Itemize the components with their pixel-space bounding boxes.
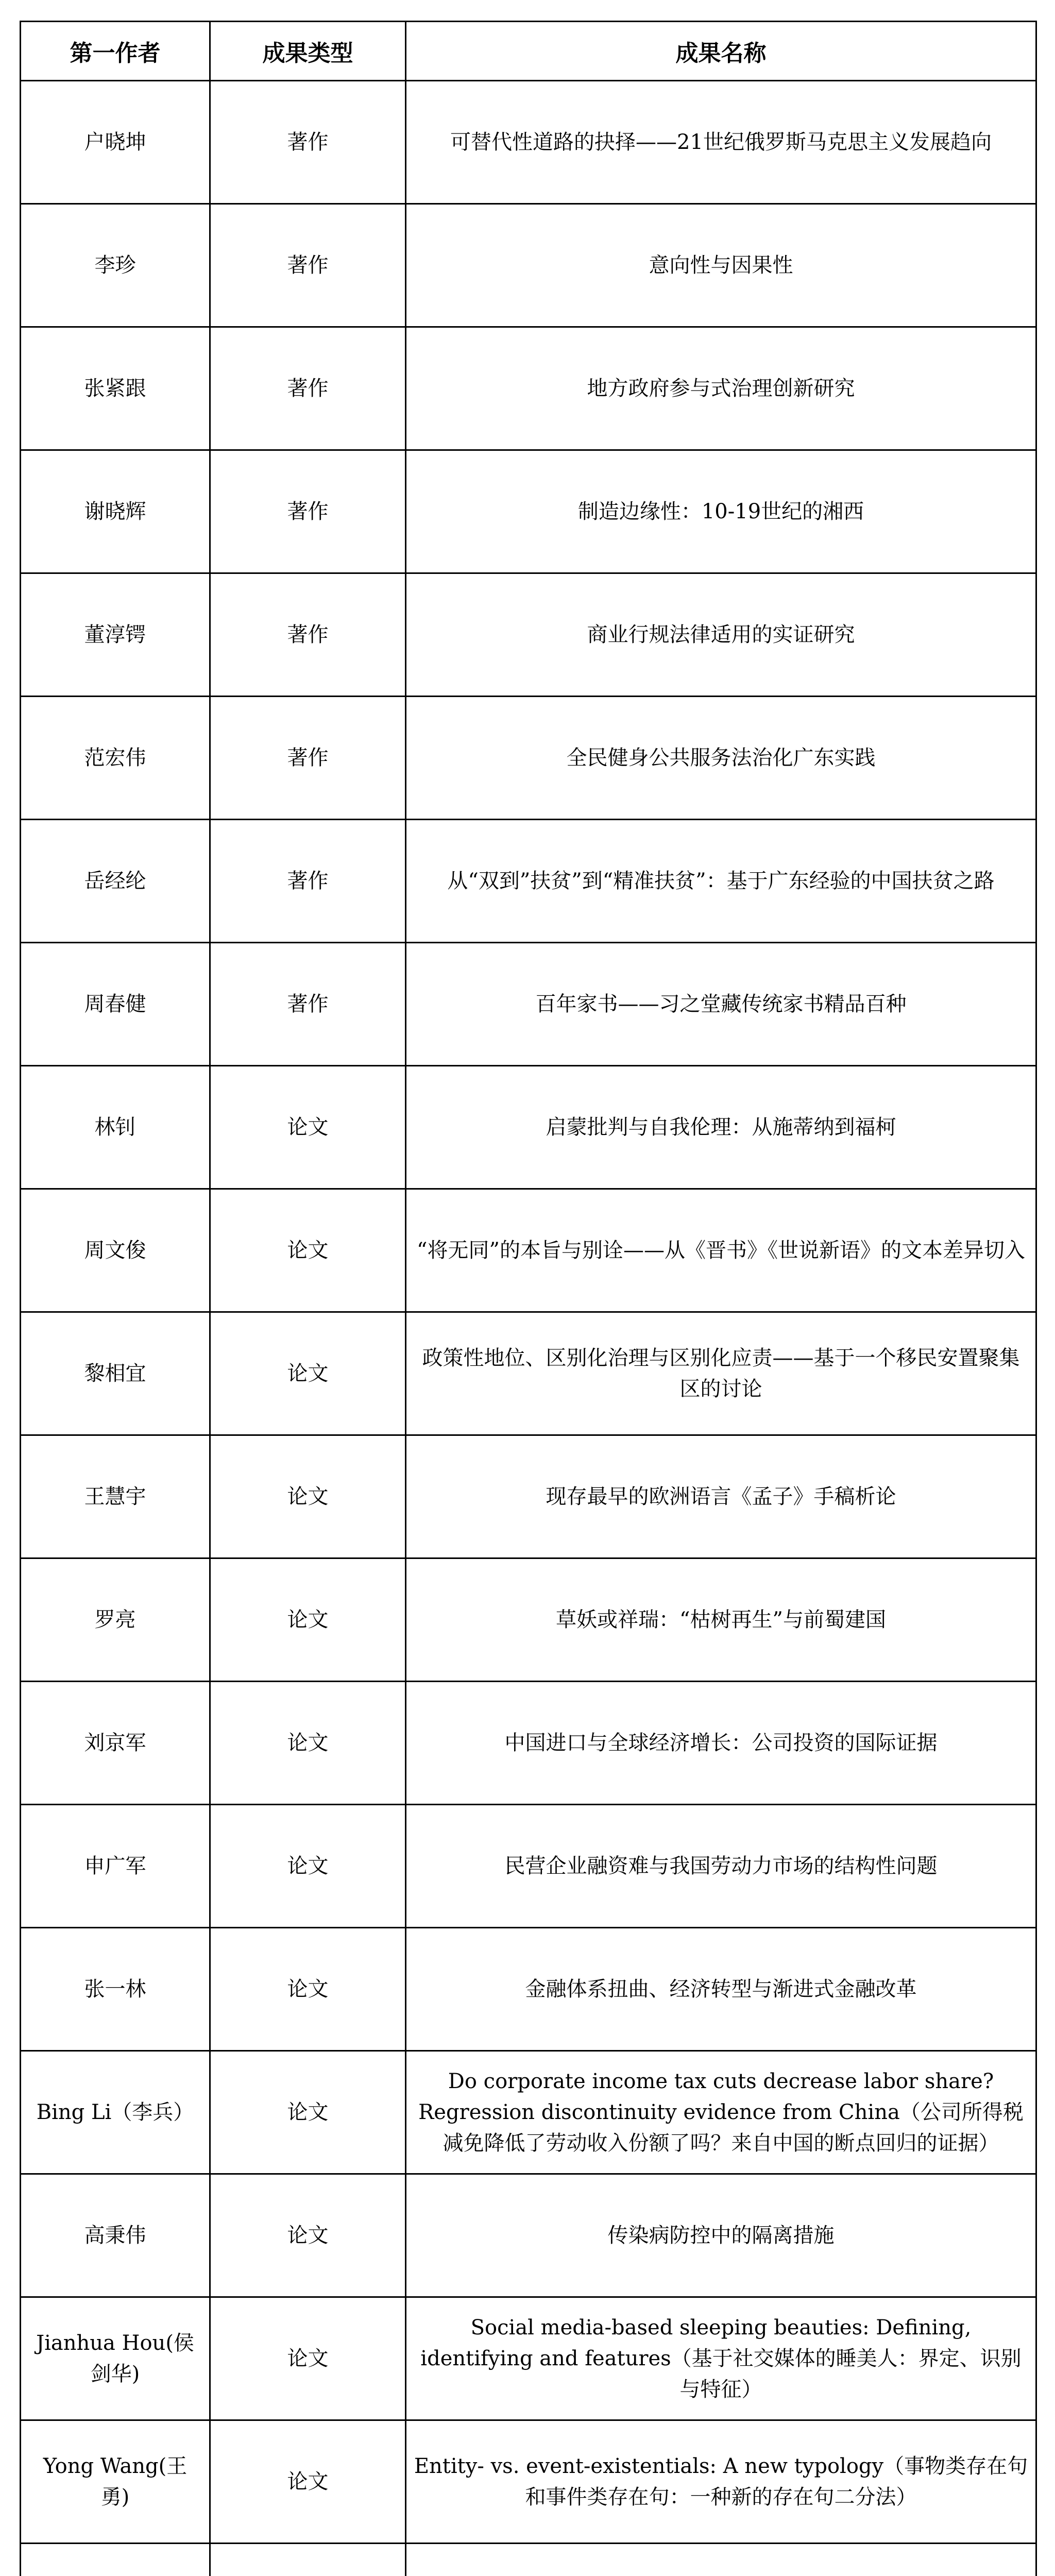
cell-author: Yong Wang(王勇) bbox=[21, 2420, 210, 2544]
table-row bbox=[21, 81, 1036, 204]
cell-title: 政策性地位、区别化治理与区别化应责——基于一个移民安置聚集区的讨论 bbox=[406, 1312, 1036, 1435]
table-row bbox=[21, 327, 1036, 450]
cell-type: 论文 bbox=[210, 1066, 406, 1189]
cell-type: 著作 bbox=[210, 943, 406, 1066]
cell-title: 现存最早的欧洲语言《孟子》手稿析论 bbox=[406, 1435, 1036, 1558]
header-row bbox=[21, 22, 1036, 81]
cell-author: 刘京军 bbox=[21, 1682, 210, 1805]
table-row bbox=[21, 1312, 1036, 1435]
cell-author: 范宏伟 bbox=[21, 697, 210, 820]
cell-type: 著作 bbox=[210, 450, 406, 573]
cell-author: Bing Li（李兵） bbox=[21, 2051, 210, 2174]
header-type: 成果类型 bbox=[210, 22, 406, 81]
cell-title: 制造边缘性：10-19世纪的湘西 bbox=[406, 450, 1036, 573]
cell-title: 地方政府参与式治理创新研究 bbox=[406, 327, 1036, 450]
cell-title: Social media-based sleeping beauties: Defining, identifying and features（基于社交媒体的睡美人：界定、识别与特征） bbox=[406, 2297, 1036, 2420]
cell-title: 全民健身公共服务法治化广东实践 bbox=[406, 697, 1036, 820]
table-row bbox=[21, 1189, 1036, 1312]
cell-type: 论文 bbox=[210, 2174, 406, 2297]
cell-author: 董淳锷 bbox=[21, 573, 210, 697]
cell-author: Jianhua Hou(侯剑华) bbox=[21, 2297, 210, 2420]
table-row bbox=[21, 1928, 1036, 2051]
cell-type: 论文 bbox=[210, 1558, 406, 1682]
table-row bbox=[21, 1805, 1036, 1928]
table-row bbox=[21, 1066, 1036, 1189]
table-row bbox=[21, 820, 1036, 943]
cell-type: 论文 bbox=[210, 1682, 406, 1805]
cell-title: Do corporate income tax cuts decrease labor share? Regression discontinuity evidence from China（公司所得税减免降低了劳动收入份额了吗？来自中国的断点回归的证据） bbox=[406, 2051, 1036, 2174]
cell-title: 草妖或祥瑞：“枯树再生”与前蜀建国 bbox=[406, 1558, 1036, 1682]
cell-author bbox=[21, 2544, 210, 2576]
cell-author: 户晓坤 bbox=[21, 81, 210, 204]
cell-author: 申广军 bbox=[21, 1805, 210, 1928]
cell-author: 王慧宇 bbox=[21, 1435, 210, 1558]
cell-type: 著作 bbox=[210, 697, 406, 820]
cell-title: 商业行规法律适用的实证研究 bbox=[406, 573, 1036, 697]
table-header bbox=[21, 22, 1036, 81]
cell-title: 百年家书——习之堂藏传统家书精品百种 bbox=[406, 943, 1036, 1066]
cell-type: 论文 bbox=[210, 2297, 406, 2420]
cell-author: 岳经纶 bbox=[21, 820, 210, 943]
table-row bbox=[21, 2174, 1036, 2297]
table-row bbox=[21, 697, 1036, 820]
table-row bbox=[21, 1682, 1036, 1805]
cell-type: 著作 bbox=[210, 573, 406, 697]
cell-type: 著作 bbox=[210, 204, 406, 327]
table-row bbox=[21, 1435, 1036, 1558]
table-row bbox=[21, 450, 1036, 573]
table-row bbox=[21, 573, 1036, 697]
cell-title: 可替代性道路的抉择——21世纪俄罗斯马克思主义发展趋向 bbox=[406, 81, 1036, 204]
cell-author: 罗亮 bbox=[21, 1558, 210, 1682]
cell-author: 谢晓辉 bbox=[21, 450, 210, 573]
cell-author: 周文俊 bbox=[21, 1189, 210, 1312]
cell-title: 中国进口与全球经济增长：公司投资的国际证据 bbox=[406, 1682, 1036, 1805]
cell-title: 启蒙批判与自我伦理：从施蒂纳到福柯 bbox=[406, 1066, 1036, 1189]
cell-type: 论文 bbox=[210, 1928, 406, 2051]
table-body bbox=[21, 81, 1036, 2576]
table-row bbox=[21, 2051, 1036, 2174]
cell-title: Entity- vs. event-existentials: A new typology（事物类存在句和事件类存在句：一种新的存在句二分法） bbox=[406, 2420, 1036, 2544]
header-title: 成果名称 bbox=[406, 22, 1036, 81]
cell-title bbox=[406, 2544, 1036, 2576]
cell-type: 论文 bbox=[210, 1189, 406, 1312]
cell-title: 从“双到”扶贫”到“精准扶贫”：基于广东经验的中国扶贫之路 bbox=[406, 820, 1036, 943]
cell-title: “将无同”的本旨与别诠——从《晋书》《世说新语》的文本差异切入 bbox=[406, 1189, 1036, 1312]
table-row bbox=[21, 2420, 1036, 2544]
cell-type: 著作 bbox=[210, 327, 406, 450]
cell-author: 张一林 bbox=[21, 1928, 210, 2051]
cell-author: 黎相宜 bbox=[21, 1312, 210, 1435]
cell-author: 高秉伟 bbox=[21, 2174, 210, 2297]
header-author: 第一作者 bbox=[21, 22, 210, 81]
cell-type: 论文 bbox=[210, 1805, 406, 1928]
cell-type: 著作 bbox=[210, 820, 406, 943]
cell-title: 民营企业融资难与我国劳动力市场的结构性问题 bbox=[406, 1805, 1036, 1928]
table-row bbox=[21, 204, 1036, 327]
table-row bbox=[21, 943, 1036, 1066]
cell-type: 著作 bbox=[210, 81, 406, 204]
cell-type: 论文 bbox=[210, 2051, 406, 2174]
table-row bbox=[21, 1558, 1036, 1682]
cell-author: 张紧跟 bbox=[21, 327, 210, 450]
table-row bbox=[21, 2544, 1036, 2576]
cell-type: 论文 bbox=[210, 1312, 406, 1435]
cell-type: 论文 bbox=[210, 2420, 406, 2544]
cell-author: 李珍 bbox=[21, 204, 210, 327]
cell-type: 论文 bbox=[210, 1435, 406, 1558]
cell-title: 金融体系扭曲、经济转型与渐进式金融改革 bbox=[406, 1928, 1036, 2051]
cell-type bbox=[210, 2544, 406, 2576]
cell-title: 意向性与因果性 bbox=[406, 204, 1036, 327]
table-row bbox=[21, 2297, 1036, 2420]
cell-title: 传染病防控中的隔离措施 bbox=[406, 2174, 1036, 2297]
results-table bbox=[20, 21, 1037, 2576]
cell-author: 林钊 bbox=[21, 1066, 210, 1189]
cell-author: 周春健 bbox=[21, 943, 210, 1066]
